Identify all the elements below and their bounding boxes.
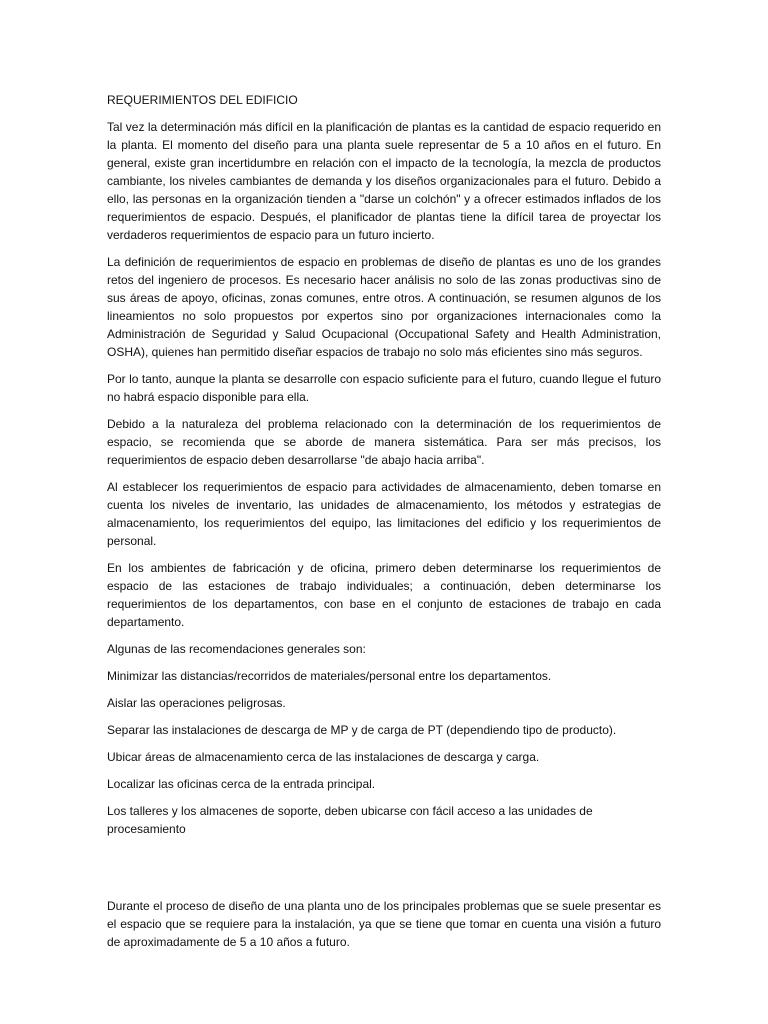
paragraph-space-definition: La definición de requerimientos de espacio en problemas de diseño de plantas es uno de los grandes retos del ingeniero de procesos. Es necesario hacer análisis no solo de las zonas productivas sino de sus áreas de apoyo, oficinas, zonas comunes, entre otros. A continuación, se resumen algunos de los lineamientos no solo propuestos por expertos sino por organizaciones internacionales como la Administración de Seguridad y Salud Ocupacional (Occupational Safety and Health Administration, OSHA), quienes han permitido diseñar espacios de trabajo no solo más eficientes sino más seguros. bbox=[107, 255, 661, 359]
recommendation-item: Minimizar las distancias/recorridos de materiales/personal entre los departamentos. bbox=[107, 669, 552, 683]
recommendation-item: Ubicar áreas de almacenamiento cerca de las instalaciones de descarga y carga. bbox=[107, 750, 540, 764]
paragraph-recommendations-intro: Algunas de las recomendaciones generales son: bbox=[107, 642, 366, 656]
blank-space bbox=[107, 847, 661, 897]
document-page bbox=[107, 91, 661, 960]
paragraph-closing: Durante el proceso de diseño de una planta uno de los principales problemas que se suele presentar es el espacio que se requiere para la instalación, ya que se tiene que tomar en cuenta una visión a futuro de aproximadamente de 5 a 10 años a futuro. bbox=[107, 899, 661, 949]
paragraph-storage-requirements: Al establecer los requerimientos de espacio para actividades de almacenamiento, deben tomarse en cuenta los niveles de inventario, las unidades de almacenamiento, los métodos y estrategias de almacenamiento, los requerimientos del equipo, las limitaciones del edificio y los requerimientos de personal. bbox=[107, 480, 661, 548]
paragraph-workstation-requirements: En los ambientes de fabricación y de oficina, primero deben determinarse los requerimientos de espacio de las estaciones de trabajo individuales; a continuación, deben determinarse los requerimientos de los departamentos, con base en el conjunto de estaciones de trabajo en cada departamento. bbox=[107, 561, 661, 629]
paragraph-space-determination: Tal vez la determinación más difícil en la planificación de plantas es la cantidad de espacio requerido en la planta. El momento del diseño para una planta suele representar de 5 a 10 años en el futuro. En general, existe gran incertidumbre en relación con el impacto de la tecnología, la mezcla de productos cambiante, los niveles cambiantes de demanda y los diseños organizacionales para el futuro. Debido a ello, las personas en la organización tienden a "darse un colchón" y a ofrecer estimados inflados de los requerimientos de espacio. Después, el planificador de plantas tiene la difícil tarea de proyectar los verdaderos requerimientos de espacio para un futuro incierto. bbox=[107, 120, 661, 242]
recommendation-item: Los talleres y los almacenes de soporte, deben ubicarse con fácil acceso a las unidades de procesamiento bbox=[107, 804, 593, 836]
paragraph-systematic-approach: Debido a la naturaleza del problema relacionado con la determinación de los requerimientos de espacio, se recomienda que se aborde de manera sistemática. Para ser más precisos, los requerimientos de espacio deben desarrollarse "de abajo hacia arriba". bbox=[107, 417, 661, 467]
recommendation-item: Aislar las operaciones peligrosas. bbox=[107, 696, 286, 710]
document-title: REQUERIMIENTOS DEL EDIFICIO bbox=[107, 93, 298, 107]
recommendation-item: Separar las instalaciones de descarga de MP y de carga de PT (dependiendo tipo de producto). bbox=[107, 723, 617, 737]
recommendation-item: Localizar las oficinas cerca de la entrada principal. bbox=[107, 777, 376, 791]
paragraph-future-space: Por lo tanto, aunque la planta se desarrolle con espacio suficiente para el futuro, cuando llegue el futuro no habrá espacio disponible para ella. bbox=[107, 372, 661, 404]
